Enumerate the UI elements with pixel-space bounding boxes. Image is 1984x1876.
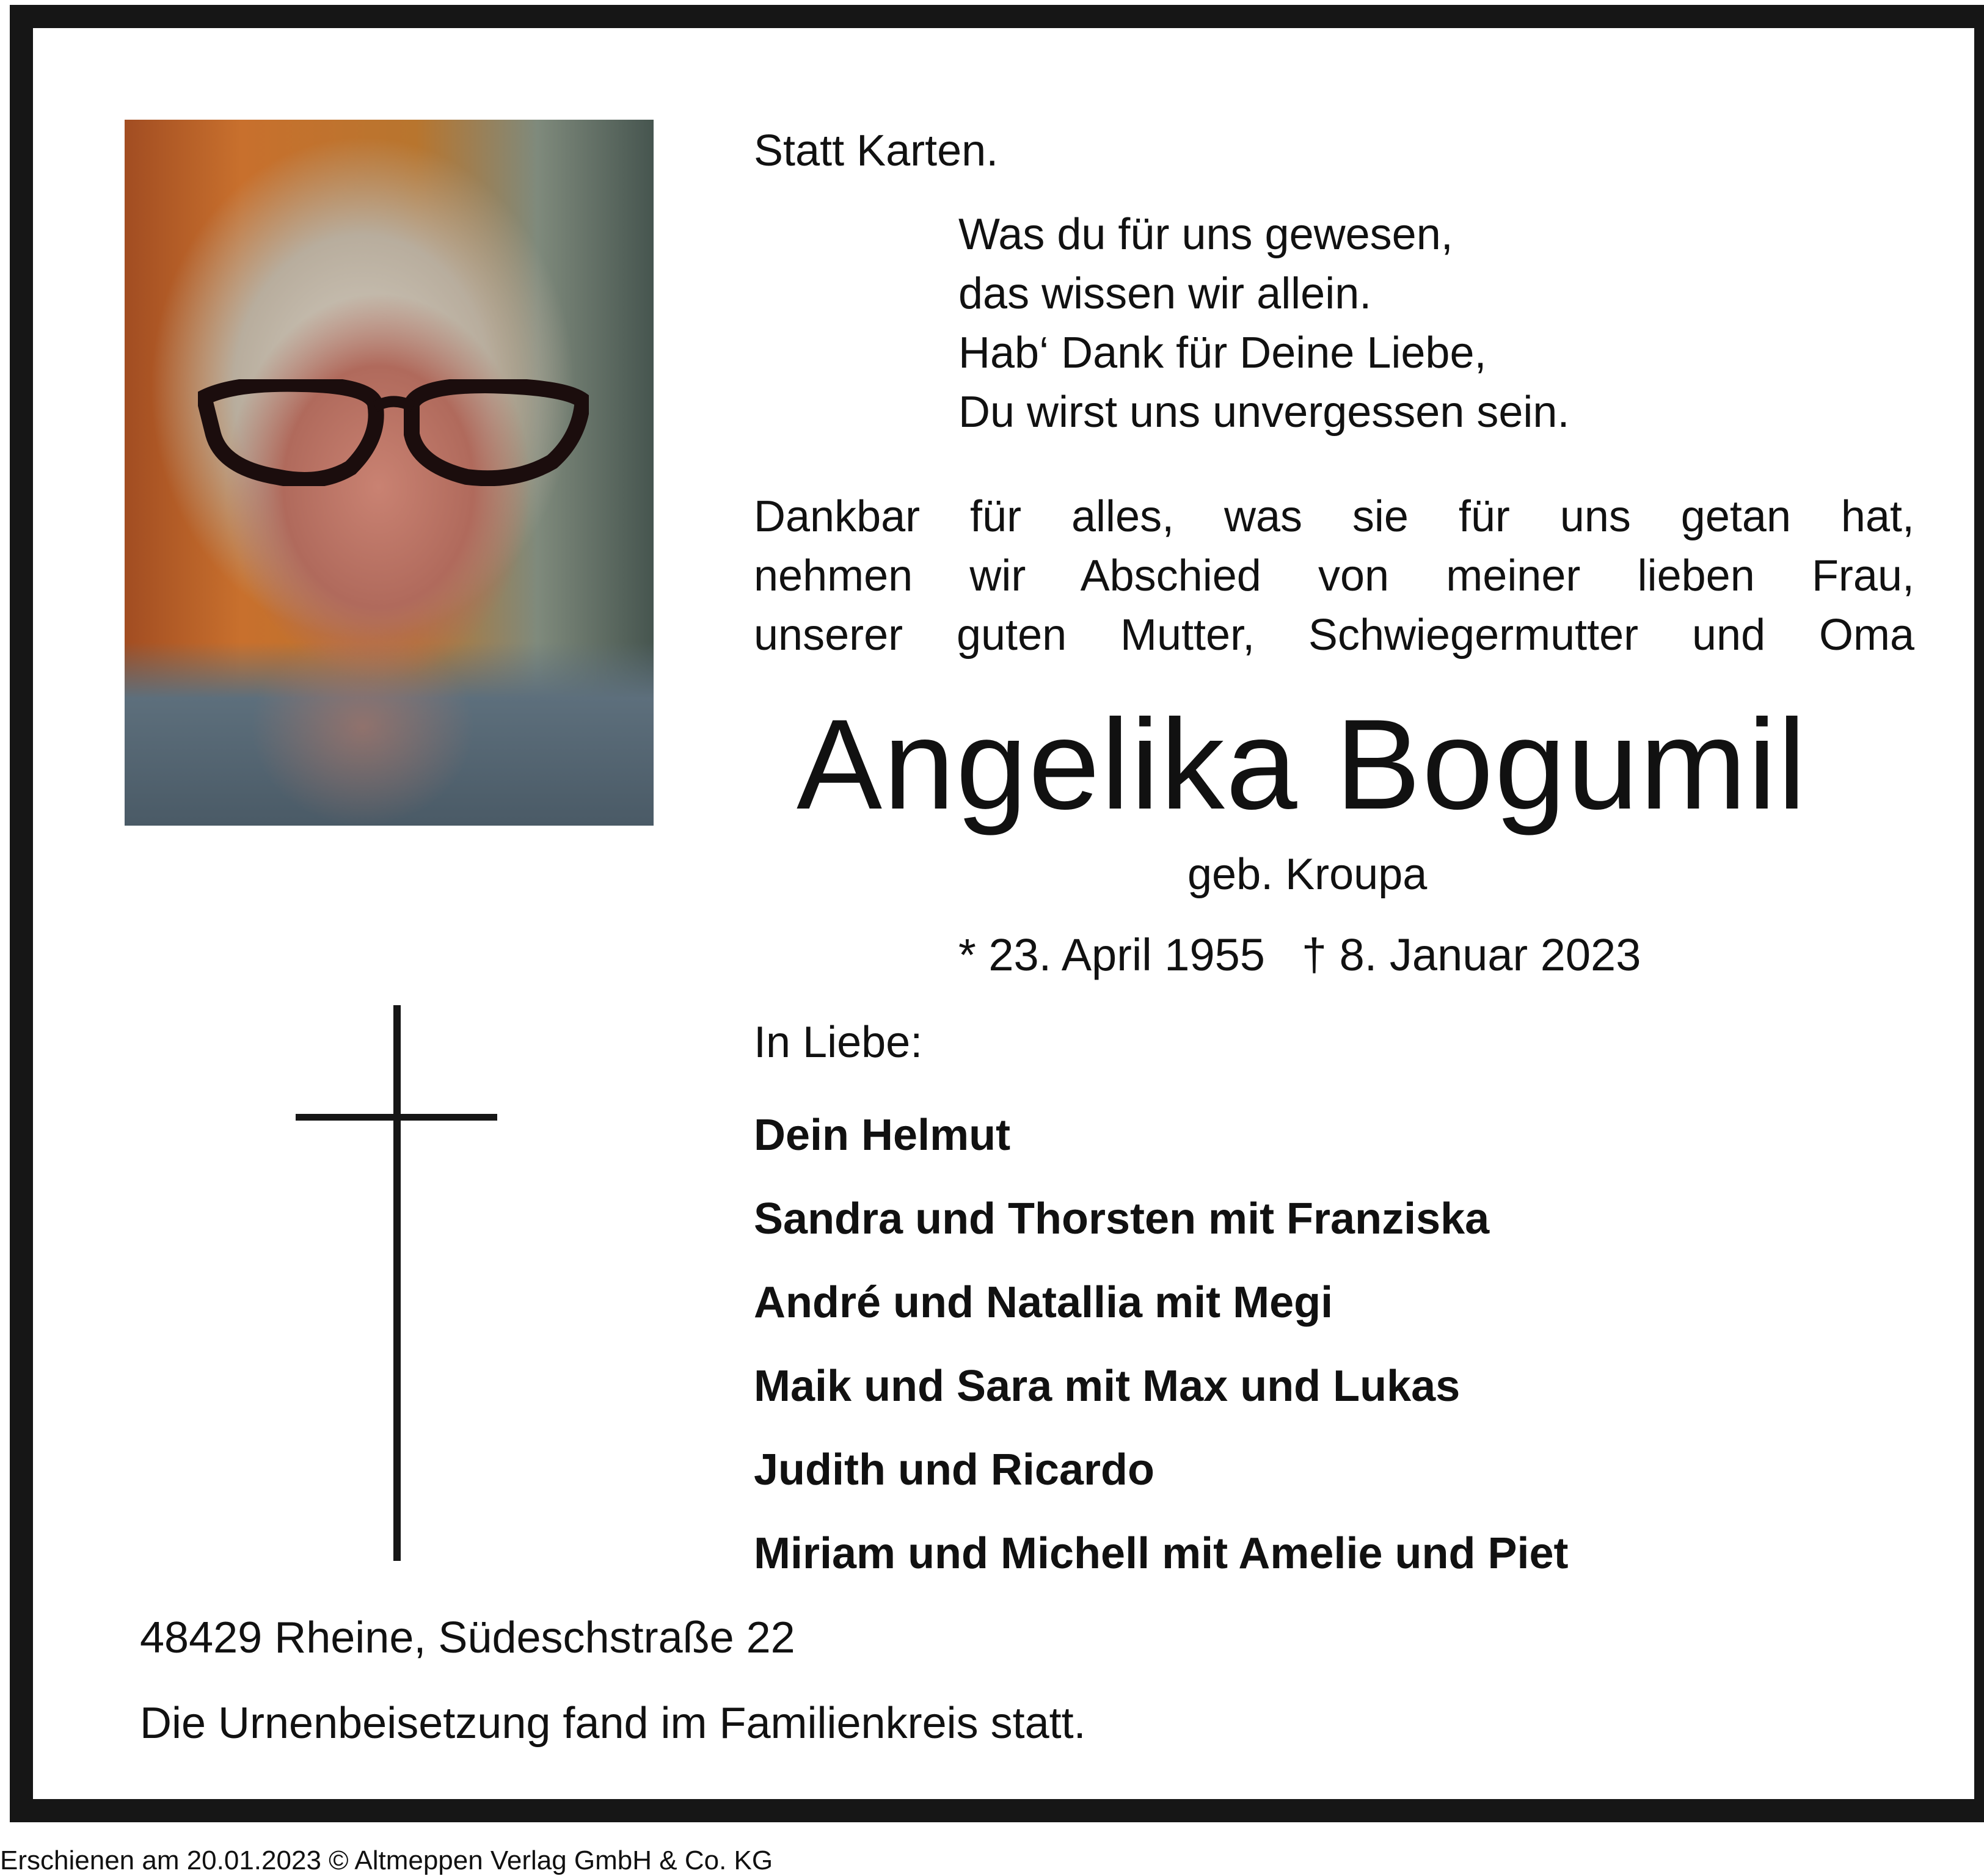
poem-line: Hab‘ Dank für Deine Liebe, (958, 329, 1487, 377)
poem-line: das wissen wir allein. (958, 269, 1372, 318)
death-date: † 8. Januar 2023 (1301, 929, 1641, 980)
birth-date: * 23. April 1955 (958, 929, 1265, 980)
obituary-frame (10, 5, 1984, 1822)
mourner-entry: Maik und Sara mit Max und Lukas (754, 1362, 1461, 1411)
publication-footer: Erschienen am 20.01.2023 © Altmeppen Verlag GmbH & Co. KG (0, 1845, 773, 1875)
love-label: In Liebe: (754, 1018, 923, 1067)
thanks-line: Dankbar für alles, was sie für uns getan hat, (754, 492, 1914, 541)
poem (958, 205, 1569, 442)
poem-line: Du wirst uns unvergessen sein. (958, 388, 1570, 437)
life-dates (958, 929, 1641, 981)
deceased-name: Angelika Bogumil (797, 693, 1807, 836)
thanks-line: nehmen wir Abschied von meiner lieben Frau, (754, 551, 1914, 600)
burial-note: Die Urnenbeisetzung fand im Familienkreis statt. (140, 1699, 1086, 1748)
intro-text: Statt Karten. (754, 126, 999, 175)
mourner-entry: Miriam und Michell mit Amelie und Piet (754, 1529, 1569, 1578)
thanks-line: unserer guten Mutter, Schwiegermutter und Oma (754, 611, 1914, 660)
mourner-entry: Dein Helmut (754, 1111, 1011, 1160)
mourners-list (754, 1094, 1569, 1596)
birth-name: geb. Kroupa (1187, 850, 1428, 899)
mourner-entry: Sandra und Thorsten mit Franziska (754, 1194, 1490, 1243)
mourner-entry: Judith und Ricardo (754, 1445, 1154, 1494)
cross-icon (296, 1005, 497, 1561)
thanks-paragraph (754, 487, 1914, 665)
glasses-shape (198, 379, 589, 486)
address: 48429 Rheine, Südeschstraße 22 (140, 1613, 795, 1662)
mourner-entry: André und Natallia mit Megi (754, 1278, 1333, 1327)
poem-line: Was du für uns gewesen, (958, 210, 1453, 259)
portrait-photo (125, 120, 654, 826)
